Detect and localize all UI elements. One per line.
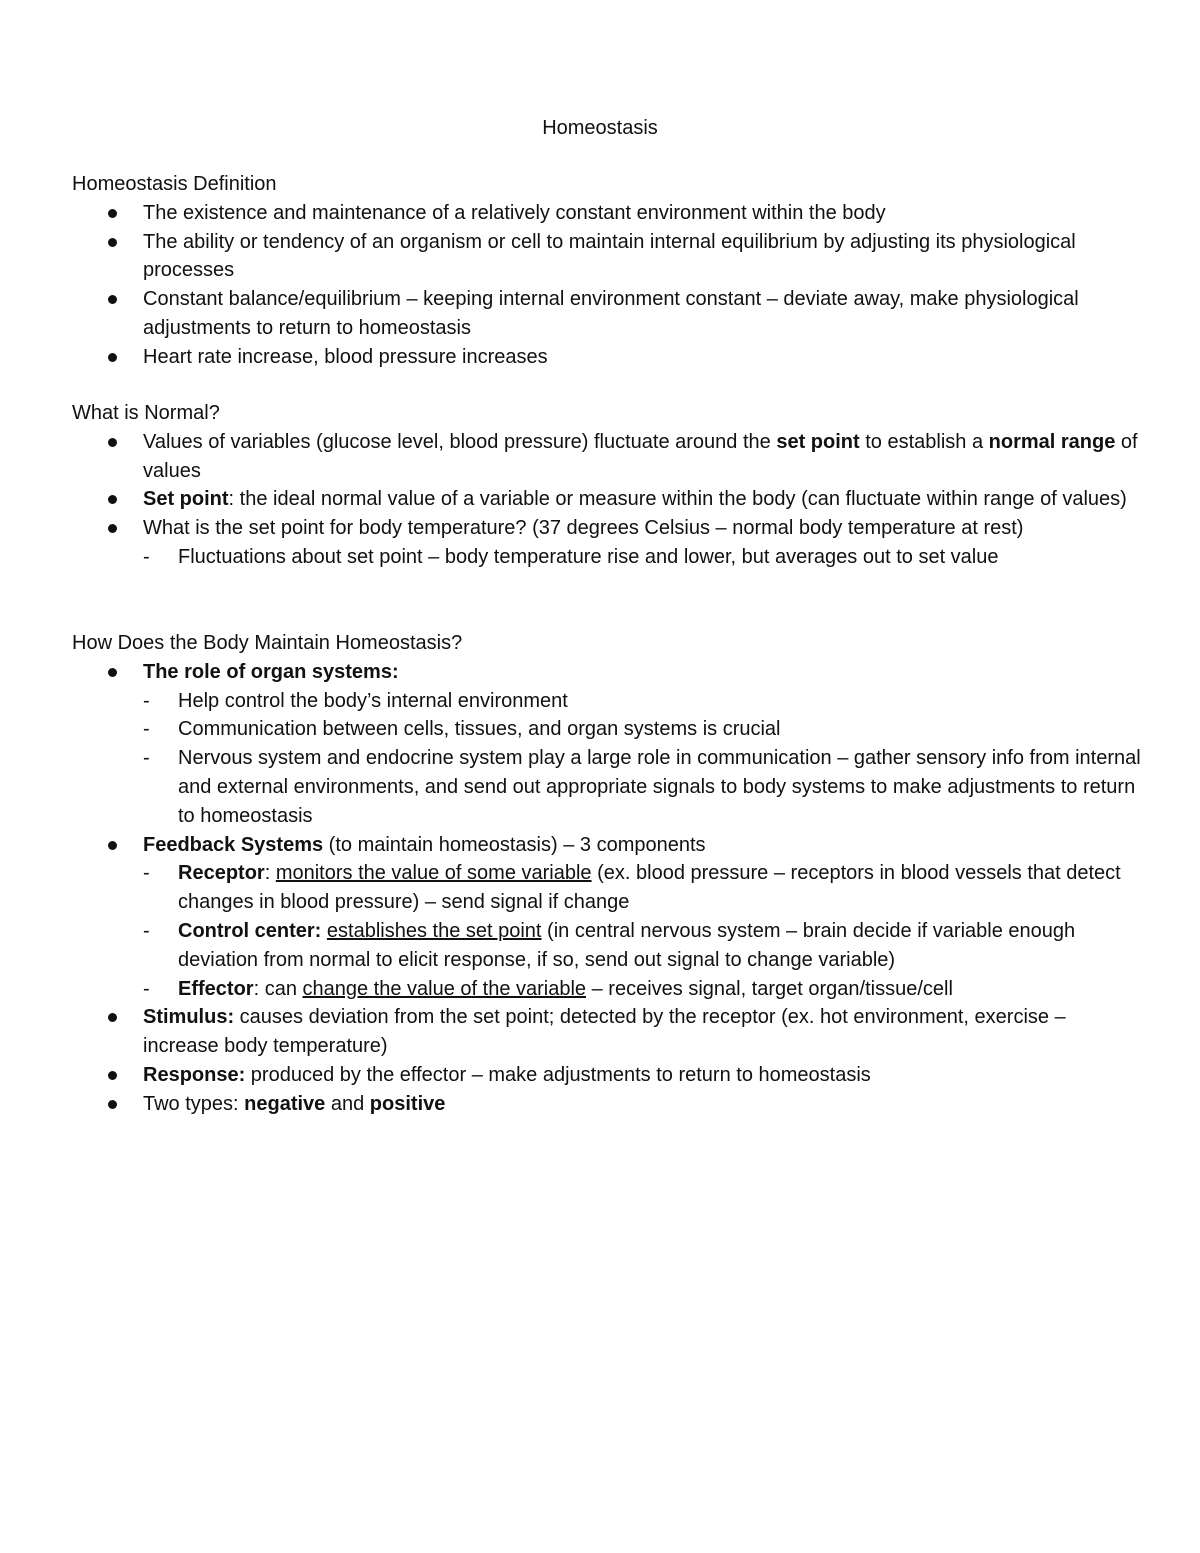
sub-item — [143, 975, 1142, 1004]
sub-item: - Help control the body’s internal environment — [143, 687, 1142, 716]
text-run: – receives signal, target organ/tissue/cell — [586, 977, 953, 1000]
bold-term: Receptor — [178, 862, 265, 885]
text-run: and — [325, 1092, 370, 1115]
text-run: to establish a — [859, 430, 989, 453]
sub-item: - Fluctuations about set point – body temperature rise and lower, but averages out to set value — [143, 543, 1142, 572]
bold-term: Set point — [143, 488, 229, 511]
bullet-item — [72, 658, 1142, 831]
text-run: produced by the effector – make adjustments to return to homeostasis — [245, 1063, 871, 1086]
sub-list — [143, 687, 1142, 831]
section-heading-definition: Homeostasis Definition — [72, 173, 277, 195]
bullet-item — [72, 428, 1142, 486]
bullet-item: Heart rate increase, blood pressure increases — [72, 343, 1142, 372]
sub-item: - Communication between cells, tissues, and organ systems is crucial — [143, 715, 1142, 744]
bold-term: set point — [776, 430, 860, 453]
section-normal — [72, 399, 1142, 572]
bold-term: Feedback Systems — [143, 833, 324, 856]
sub-list — [143, 543, 1142, 572]
underlined-term: change the value of the variable — [302, 977, 587, 1000]
sub-item: - Nervous system and endocrine system play a large role in communication – gather sensory info from internal and external environments, and send out appropriate signals to body systems to make adjustments to return to homeostasis — [143, 744, 1142, 830]
text-run: (in central nervous system – brain decide if variable enough deviation from normal to elicit response, if so, send out signal to change variable) — [178, 919, 1076, 971]
text-run: Two types: — [143, 1092, 245, 1115]
bold-term: negative — [244, 1092, 326, 1115]
text-run: causes deviation from the set point; detected by the receptor (ex. hot environment, exercise – increase body temperature) — [143, 1006, 1066, 1058]
bold-term: positive — [369, 1092, 446, 1115]
underlined-term: establishes the set point — [326, 919, 542, 942]
bullet-item — [72, 1003, 1142, 1061]
bold-term: Response: — [143, 1063, 246, 1086]
section-maintain — [72, 629, 1142, 1119]
sub-list — [143, 859, 1142, 1003]
section-definition — [72, 170, 1142, 372]
text-run: : — [264, 862, 276, 885]
text-run: : can — [253, 977, 303, 1000]
text-run: : the ideal normal value of a variable or measure within the body (can fluctuate within range of values) — [228, 488, 1127, 511]
bold-term: Control center: — [178, 919, 322, 942]
bullet-item: The ability or tendency of an organism or cell to maintain internal equilibrium by adjusting its physiological processes — [72, 228, 1142, 286]
bold-term: normal range — [988, 430, 1116, 453]
text-run: Values of variables (glucose level, blood pressure) fluctuate around the — [143, 430, 777, 453]
text-run: What is the set point for body temperature? (37 degrees Celsius – normal body temperature at rest) — [143, 517, 1024, 540]
bullet-item — [72, 485, 1142, 514]
bold-term: Stimulus: — [143, 1006, 235, 1029]
bold-term: The role of organ systems: — [143, 660, 399, 683]
text-run: of values — [143, 430, 1138, 482]
bullet-item — [72, 1061, 1142, 1090]
definition-bullet-list — [72, 199, 1142, 372]
text-run: (to maintain homeostasis) – 3 components — [323, 833, 706, 856]
section-heading-normal: What is Normal? — [72, 402, 220, 424]
bullet-item: Constant balance/equilibrium – keeping internal environment constant – deviate away, make physiological adjustments to return to homeostasis — [72, 285, 1142, 343]
bullet-item — [72, 831, 1142, 1004]
document-title: Homeostasis — [542, 117, 658, 139]
normal-bullet-list — [72, 428, 1142, 572]
bullet-item: The existence and maintenance of a relatively constant environment within the body — [72, 199, 1142, 228]
text-run: (ex. blood pressure – receptors in blood vessels that detect changes in blood pressure) – send signal if change — [178, 862, 1121, 914]
sub-item — [143, 917, 1142, 975]
section-heading-maintain: How Does the Body Maintain Homeostasis? — [72, 632, 463, 654]
bullet-item — [72, 1090, 1142, 1119]
maintain-bullet-list — [72, 658, 1142, 1119]
bullet-item — [72, 514, 1142, 572]
sub-item — [143, 859, 1142, 917]
underlined-term: monitors the value of some variable — [275, 862, 592, 885]
bold-term: Effector — [178, 977, 254, 1000]
